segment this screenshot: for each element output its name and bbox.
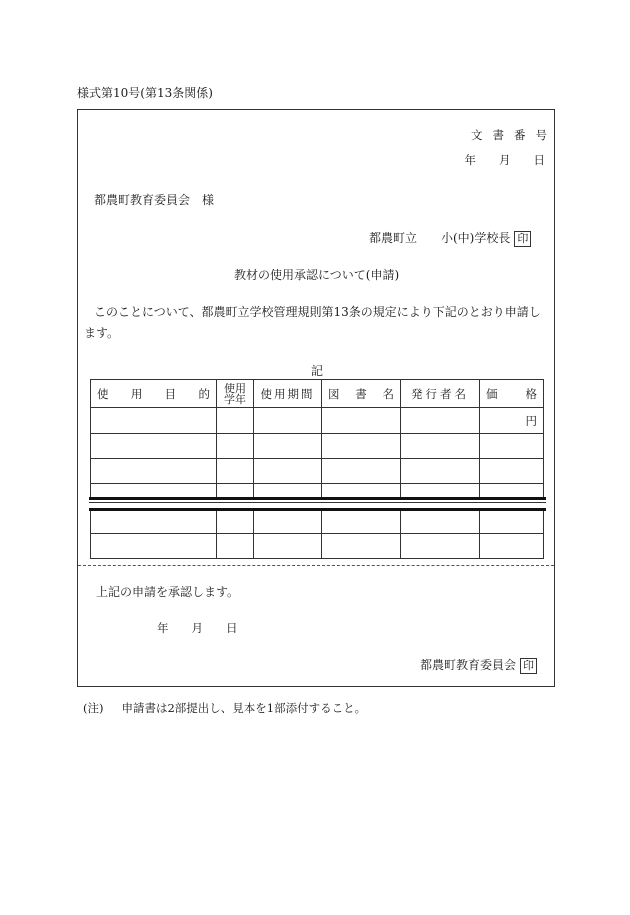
subject-title: 教材の使用承認について(申請) (234, 268, 400, 282)
header-price: 価 格 (480, 380, 544, 408)
submission-date: 年 月 日 (464, 153, 545, 167)
yen-unit: 円 (480, 408, 544, 434)
addressee: 都農町教育委員会 様 (94, 193, 215, 207)
approval-signer-name: 都農町教育委員会 (420, 658, 517, 672)
body-text: このことについて、都農町立学校管理規則第13条の規定により下記のとおり申請します。 (84, 305, 541, 340)
ki-heading: 記 (311, 364, 324, 378)
seal-mark: 印 (520, 658, 537, 674)
footnote-head: (注) (83, 701, 104, 715)
table-row (91, 408, 544, 434)
table-row (91, 534, 544, 559)
sender-name: 都農町立 小(中)学校長 (369, 231, 511, 245)
table-omission-separator (89, 497, 546, 511)
footnote (83, 700, 366, 716)
dashed-divider (78, 565, 554, 566)
approval-signer (420, 656, 537, 674)
approval-date: 年 月 日 (157, 621, 238, 635)
form-label: 様式第10号(第13条関係) (77, 86, 213, 100)
seal-mark: 印 (514, 231, 531, 247)
document-number-label: 文書番号 (471, 128, 557, 142)
header-purpose: 使 用 目 的 (91, 380, 217, 408)
table-row (91, 459, 544, 484)
table-row (91, 509, 544, 534)
header-grade: 使用 学年 (217, 380, 254, 408)
table-header-row (91, 380, 544, 408)
header-book-name: 図 書 名 (322, 380, 401, 408)
textbook-table (90, 379, 544, 559)
header-publisher: 発行者名 (401, 380, 480, 408)
header-period: 使用期間 (254, 380, 322, 408)
sender (369, 229, 531, 247)
approval-text: 上記の申請を承認します。 (96, 585, 240, 599)
table-row (91, 434, 544, 459)
footnote-text: 申請書は2部提出し、見本を1部添付すること。 (121, 701, 367, 715)
